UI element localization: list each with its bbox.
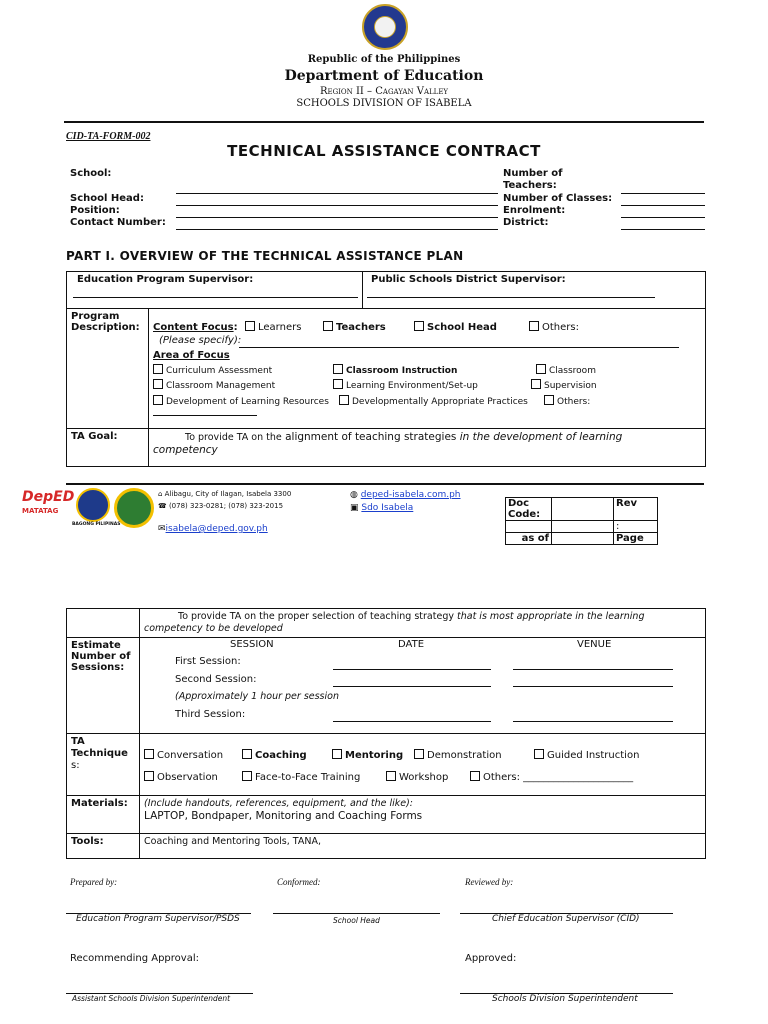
school-head-checkbox[interactable] (414, 321, 424, 331)
demonstration-checkbox[interactable] (414, 749, 424, 759)
please-specify-field[interactable] (239, 347, 679, 348)
materials-hint: (Include handouts, references, equipment, and the like): (144, 798, 414, 809)
footer-email-link[interactable]: isabela@deped.gov.ph (165, 524, 268, 534)
facebook-icon: ▣ (350, 503, 362, 513)
demonstration-label: Demonstration (427, 750, 502, 761)
reviewed-label: Reviewed by: (465, 877, 514, 887)
third-session-label: Third Session: (175, 709, 246, 720)
sessions-table (66, 608, 706, 859)
classes-label: Number of Classes: (503, 193, 613, 204)
curriculum-label: Curriculum Assessment (166, 366, 273, 376)
school-head-label: School Head: (70, 193, 144, 204)
third-date-field[interactable] (333, 721, 491, 722)
coaching-label: Coaching (255, 750, 307, 761)
others-option-label: Others: (542, 322, 579, 333)
classroom-label: Classroom (549, 366, 596, 376)
rev-value: : (614, 521, 658, 533)
est-label-3: Sessions: (71, 662, 125, 673)
second-venue-field[interactable] (513, 686, 673, 687)
psds-field[interactable] (367, 297, 655, 298)
contact-field[interactable] (176, 217, 498, 218)
learning-environment-checkbox[interactable] (333, 379, 343, 389)
school-head-caption: School Head (333, 916, 380, 925)
footer-fb-link[interactable]: Sdo Isabela (361, 503, 414, 513)
content-focus-label: Content Focus (153, 322, 234, 333)
deped-seal (362, 4, 408, 50)
recommending-label: Recommending Approval: (70, 953, 199, 964)
others2-label: Others: (557, 397, 591, 407)
supervisor-table (66, 271, 706, 309)
program-table (66, 308, 706, 467)
observation-label: Observation (157, 772, 218, 783)
footer-divider (66, 483, 704, 485)
materials-label: Materials: (67, 796, 140, 834)
classroom-instruction-label: Classroom Instruction (346, 366, 458, 376)
tech-label-3: s: (71, 760, 80, 771)
approx-note: (Approximately 1 hour per session (175, 691, 339, 702)
header-divider (64, 121, 704, 123)
please-specify-label: (Please specify): (159, 335, 242, 346)
approved-label: Approved: (465, 953, 517, 964)
district-label: District: (503, 217, 549, 228)
conversation-checkbox[interactable] (144, 749, 154, 759)
position-label: Position: (70, 205, 120, 216)
school-head-option-label: School Head (427, 322, 497, 333)
dev-resources-checkbox[interactable] (153, 395, 163, 405)
classroom-instruction-checkbox[interactable] (333, 364, 343, 374)
web-icon: ◍ (350, 490, 361, 500)
prepared-label: Prepared by: (70, 877, 118, 887)
learning-environment-label: Learning Environment/Set-up (346, 381, 478, 391)
others-technique-checkbox[interactable] (470, 771, 480, 781)
others2-checkbox[interactable] (544, 395, 554, 405)
footer-address: Alibagu, City of Ilagan, Isabela 3300 (164, 490, 292, 498)
f2f-checkbox[interactable] (242, 771, 252, 781)
division-text: SCHOOLS DIVISION OF ISABELA (296, 98, 472, 109)
classroom-checkbox[interactable] (536, 364, 546, 374)
eps-label: Education Program Supervisor: (77, 274, 254, 285)
dev-practices-label: Developmentally Appropriate Practices (352, 397, 528, 407)
bagong-pilipinas-text: BAGONG PILIPINAS (72, 522, 121, 527)
location-icon: ⌂ (158, 490, 165, 498)
teachers-checkbox[interactable] (323, 321, 333, 331)
rev-label: Rev (614, 498, 658, 521)
goal2-text-c: competency to be developed (144, 623, 283, 634)
school-head-field[interactable] (176, 193, 498, 194)
position-field[interactable] (176, 205, 498, 206)
email-icon: ✉ (158, 524, 166, 534)
form-code: CID-TA-FORM-002 (66, 131, 151, 142)
learners-label: Learners (258, 322, 302, 333)
enrolment-field[interactable] (621, 217, 705, 218)
coaching-checkbox[interactable] (242, 749, 252, 759)
classes-field[interactable] (621, 205, 705, 206)
content-focus-colon: : (233, 322, 238, 333)
bagong-pilipinas-logo (76, 488, 110, 522)
psds-label: Public Schools District Supervisor: (371, 274, 566, 285)
enrolment-label: Enrolment: (503, 205, 566, 216)
first-venue-field[interactable] (513, 669, 673, 670)
workshop-checkbox[interactable] (386, 771, 396, 781)
supervision-label: Supervision (544, 381, 597, 391)
teachers-option-label: Teachers (336, 322, 386, 333)
school-label: School: (70, 168, 112, 179)
area-of-focus-label: Area of Focus (153, 350, 230, 361)
district-field[interactable] (621, 229, 705, 230)
doc-code-label: Doc Code: (506, 498, 552, 521)
workshop-label: Workshop (399, 772, 449, 783)
ta-goal-text-c: in the development of learning (459, 431, 623, 443)
est-label-2: Number of (71, 651, 131, 662)
school-head-signature-line[interactable] (273, 913, 440, 914)
phone-icon: ☎ (158, 502, 169, 510)
page-title: TECHNICAL ASSISTANCE CONTRACT (227, 142, 541, 160)
col-date: DATE (398, 639, 425, 650)
guided-label: Guided Instruction (547, 750, 640, 761)
mentoring-label: Mentoring (345, 750, 404, 761)
eps-field[interactable] (73, 297, 358, 298)
part1-heading: PART I. OVERVIEW OF THE TECHNICAL ASSISTANCE PLAN (66, 249, 464, 263)
classroom-management-label: Classroom Management (166, 381, 276, 391)
teachers-label-2: Teachers: (503, 180, 557, 191)
second-date-field[interactable] (333, 686, 491, 687)
first-date-field[interactable] (333, 669, 491, 670)
ta-goal-text-a: To provide TA on the (185, 432, 282, 443)
program-label-2: Description: (71, 322, 140, 333)
others-checkbox[interactable] (529, 321, 539, 331)
program-label-1: Program (71, 311, 120, 322)
ta-goal-label: TA Goal: (67, 429, 149, 467)
est-label-1: Estimate (71, 640, 121, 651)
eps-psds-caption: Education Program Supervisor/PSDS (76, 914, 240, 924)
f2f-label: Face-to-Face Training (255, 772, 361, 783)
guided-checkbox[interactable] (534, 749, 544, 759)
others2-field[interactable] (153, 415, 257, 416)
supervision-checkbox[interactable] (531, 379, 541, 389)
materials-value: LAPTOP, Bondpaper, Monitoring and Coaching Forms (144, 810, 423, 822)
mentoring-checkbox[interactable] (332, 749, 342, 759)
as-of-label: as of (506, 533, 552, 545)
col-venue: VENUE (577, 639, 612, 650)
ta-goal-text-b: alignment of teaching strategies (285, 431, 457, 443)
tools-value: Coaching and Mentoring Tools, TANA, (140, 834, 706, 859)
third-venue-field[interactable] (513, 721, 673, 722)
col-session: SESSION (230, 639, 274, 650)
goal2-text-b: that is most appropriate in the learning (457, 611, 645, 622)
ces-caption: Chief Education Supervisor (CID) (492, 914, 640, 924)
doc-code-table (505, 497, 658, 545)
department-text: Department of Education (284, 68, 484, 84)
footer-web-link[interactable]: deped-isabela.com.ph (360, 490, 461, 500)
conformed-label: Conformed: (277, 877, 321, 887)
region-text: Region II – Cagayan Valley (319, 86, 449, 97)
classroom-management-checkbox[interactable] (153, 379, 163, 389)
republic-text: Republic of the Philippines (307, 54, 461, 65)
footer-phone: (078) 323-0281; (078) 323-2015 (168, 502, 284, 510)
second-session-label: Second Session: (175, 674, 257, 685)
contact-label: Contact Number: (70, 217, 166, 228)
teachers-label-1: Number of (503, 168, 563, 179)
dev-resources-label: Development of Learning Resources (166, 397, 329, 407)
sds-caption: Schools Division Superintendent (492, 994, 638, 1004)
others-technique-label: Others: ______________________ (483, 772, 634, 783)
curriculum-checkbox[interactable] (153, 364, 163, 374)
page-label: Page (614, 533, 658, 545)
observation-checkbox[interactable] (144, 771, 154, 781)
learners-checkbox[interactable] (245, 321, 255, 331)
conversation-label: Conversation (157, 750, 224, 761)
deped-logo: DepED (22, 489, 75, 505)
tech-label-1: TA (71, 736, 85, 747)
tech-label-2: Technique (71, 748, 128, 759)
ta-goal-text-d: competency (153, 444, 218, 456)
contact-field-line[interactable] (176, 229, 498, 230)
goal2-text-a: To provide TA on the proper selection of teaching strategy (178, 611, 454, 622)
asds-caption: Assistant Schools Division Superintendent (72, 994, 231, 1003)
teachers-field[interactable] (621, 193, 705, 194)
matatag-logo: MATATAG (22, 507, 59, 515)
tools-label: Tools: (67, 834, 140, 859)
first-session-label: First Session: (175, 656, 241, 667)
dev-practices-checkbox[interactable] (339, 395, 349, 405)
sdo-isabela-logo (114, 488, 154, 528)
